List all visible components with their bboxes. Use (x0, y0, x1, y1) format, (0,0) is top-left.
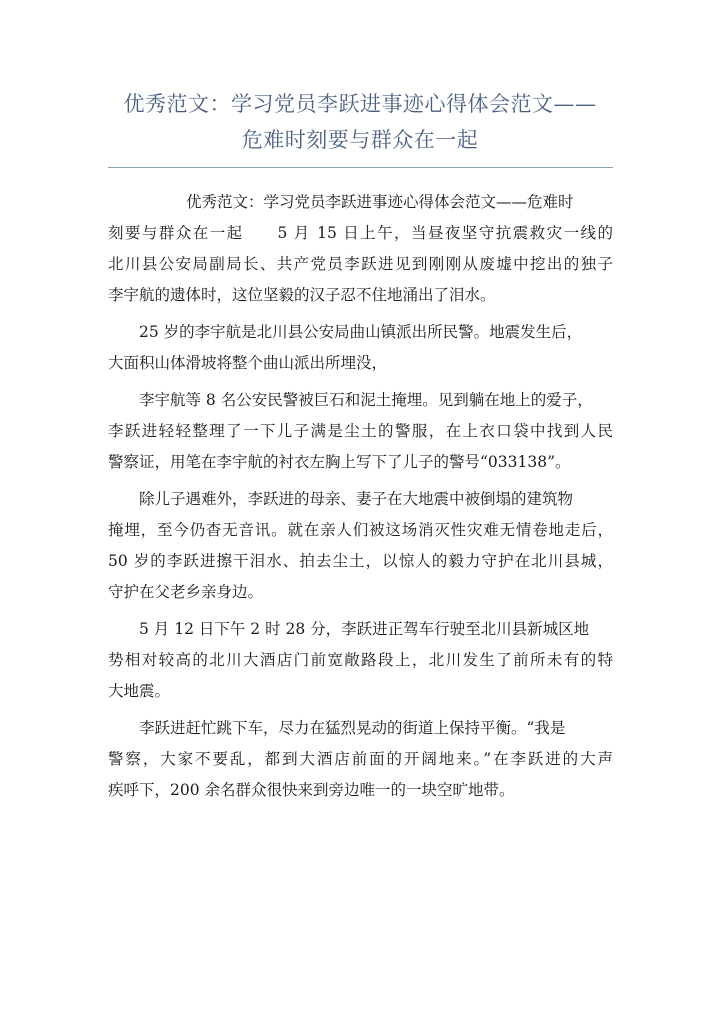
text-line: 守护在父老乡亲身边。 (108, 583, 264, 601)
text-line: 警察，大家不要乱，都到大酒店前面的开阔地来。”在李跃进的大声 (108, 750, 613, 768)
text-line: 势相对较高的北川大酒店门前宽敞路段上，北川发生了前所未有的特 (108, 651, 613, 669)
text-line: 警察证，用笔在李宇航的衬衣左胸上写下了儿子的警号“033138”。 (108, 453, 571, 471)
paragraph-3 (108, 385, 613, 478)
title-divider (108, 167, 613, 168)
text-line: 李跃进赶忙跳下车，尽力在猛烈晃动的街道上保持平衡。“我是 (139, 719, 566, 737)
document-title (90, 86, 630, 158)
text-line: 北川县公安局副局长、共产党员李跃进见到刚刚从废墟中挖出的独子 (108, 255, 613, 273)
text-line: 李跃进轻轻整理了一下儿子满是尘土的警服，在上衣口袋中找到人民 (108, 422, 613, 440)
text-line: 刻要与群众在一起 5 月 15 日上午，当昼夜坚守抗震救灾一线的 (108, 224, 613, 242)
text-line: 掩埋，至今仍杳无音讯。就在亲人们被这场消灭性灾难无情卷地走后， (108, 521, 613, 539)
text-line: 李宇航的遗体时，这位坚毅的汉子忍不住地涌出了泪水。 (108, 286, 496, 304)
text-line: 优秀范文：学习党员李跃进事迹心得体会范文——危难时 (186, 193, 574, 211)
paragraph-5 (108, 614, 613, 707)
title-line-1: 优秀范文：学习党员李跃进事迹心得体会范文—— (123, 92, 597, 116)
text-line: 大地震。 (108, 682, 171, 700)
document-body (108, 187, 613, 806)
text-line: 除儿子遇难外，李跃进的母亲、妻子在大地震中被倒塌的建筑物 (139, 490, 574, 508)
text-line: 50 岁的李跃进擦干泪水、拍去尘土，以惊人的毅力守护在北川县城， (108, 552, 613, 570)
paragraph-2 (108, 317, 613, 379)
paragraph-6 (108, 713, 613, 806)
paragraph-1 (108, 187, 613, 311)
text-line: 大面积山体滑坡将整个曲山派出所埋没， (108, 354, 388, 372)
text-line: 25 岁的李宇航是北川县公安局曲山镇派出所民警。地震发生后， (139, 323, 583, 341)
text-line: 5 月 12 日下午 2 时 28 分，李跃进正驾车行驶至北川县新城区地 (139, 620, 590, 638)
text-line: 李宇航等 8 名公安民警被巨石和泥土掩埋。见到躺在地上的爱子， (139, 391, 593, 409)
paragraph-4 (108, 484, 613, 608)
title-line-2: 危难时刻要与群众在一起 (241, 128, 479, 152)
text-line: 疾呼下，200 余名群众很快来到旁边唯一的一块空旷地带。 (108, 781, 515, 799)
